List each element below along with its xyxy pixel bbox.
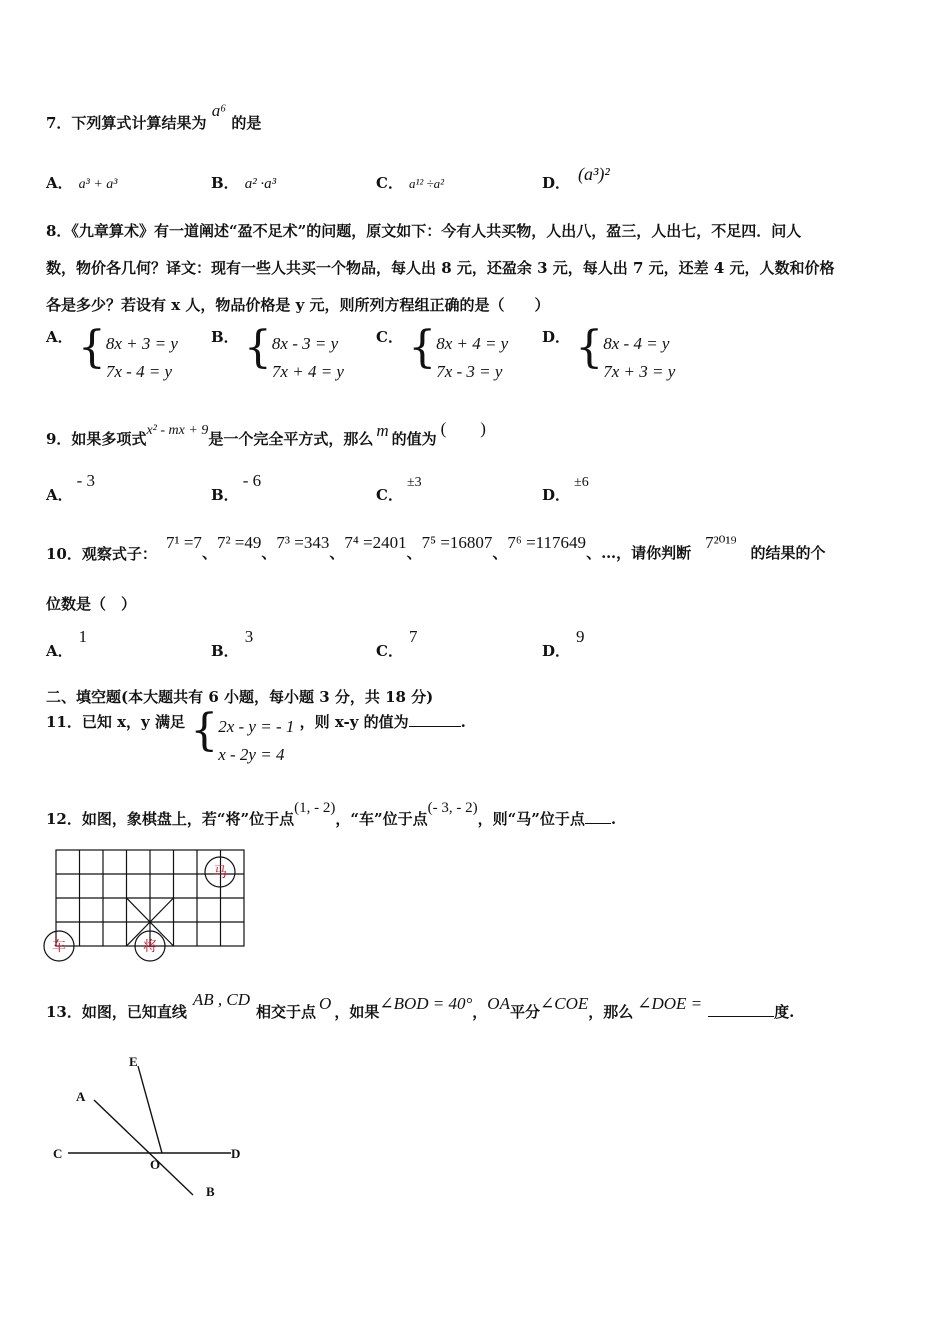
q8-line2: 数，物价各几何？译文：现有一些人共买一个物品，每人出 8 元，还盈余 3 元，每人出 7 元，还差 4 元，人数和价格 [46, 259, 835, 277]
q10-tail: 的结果的个 [750, 544, 826, 562]
brace: { [77, 322, 106, 373]
q12 [46, 800, 617, 829]
q12-point-che: (- 3, - 2) [427, 800, 478, 816]
label-o: O [150, 1157, 161, 1172]
option-label: A． [46, 642, 73, 660]
option-expr: 1 [78, 627, 88, 646]
q11-suffix: ，则 x-y 的值为 [299, 713, 409, 731]
power-expr: 7⁵ =16807 [421, 533, 493, 552]
q7-option-a[interactable] [46, 172, 117, 193]
q13 [46, 990, 795, 1022]
brace: { [575, 322, 604, 373]
option-label: D． [542, 174, 571, 192]
q7-suffix: 的是 [231, 114, 262, 132]
option-expr: a² ·a³ [244, 176, 277, 192]
equation: 7x - 4 = y [105, 362, 173, 381]
separator: 、 [329, 544, 345, 562]
q7-expr: a⁶ [211, 101, 227, 120]
separator: 、 [201, 544, 217, 562]
separator: 、 [406, 544, 422, 562]
q9-suffix: 的值为 [391, 430, 437, 448]
q13-cond: ，如果 [334, 1003, 380, 1021]
q9-option-c[interactable] [376, 470, 422, 504]
q12-point-jiang: (1, - 2) [294, 800, 336, 816]
piece-jiang: 将 [143, 939, 157, 955]
q7-stem-text: 7．下列算式计算结果为 [46, 114, 207, 132]
label-d: D [231, 1146, 241, 1161]
q13-angle-bod: ∠BOD = 40° [379, 994, 473, 1013]
q13-sep: ， [472, 1003, 488, 1021]
brace: { [408, 322, 437, 373]
power-expr: 7¹ =7 [166, 533, 202, 552]
option-label: D． [542, 486, 571, 504]
brace: { [243, 322, 272, 373]
option-expr: ±3 [406, 475, 422, 490]
q10-line2: 位数是（ ） [46, 595, 137, 613]
q12-stem: 12．如图，象棋盘上，若“将”位于点 [46, 810, 295, 828]
option-expr: a¹² ÷a² [408, 176, 445, 191]
option-label: C． [376, 328, 403, 346]
q12-suffix: ，则“马”位于点 [477, 810, 585, 828]
option-expr: a³ + a³ [78, 177, 118, 192]
option-expr: ±6 [574, 475, 589, 490]
option-label: A． [46, 328, 73, 346]
q9-var: m [376, 421, 389, 440]
q10-option-c[interactable] [376, 626, 418, 660]
label-e: E [129, 1054, 138, 1069]
equation: 8x - 4 = y [603, 334, 670, 353]
option-label: B． [211, 642, 239, 660]
option-label: D． [542, 328, 571, 346]
q7-option-b[interactable] [211, 172, 276, 193]
q8-line1: 8．《九章算术》有一道阐述“盈不足术”的问题，原文如下：今有人共买物，人出八，盈三，人出七，不足四．问人 [46, 222, 802, 240]
q7-stem [46, 101, 262, 133]
equation: 8x - 3 = y [271, 334, 339, 353]
label-c: C [53, 1146, 63, 1161]
option-label: C． [376, 486, 403, 504]
q10-powers [166, 532, 826, 562]
q13-point: O [319, 994, 332, 1013]
q8-option-c[interactable] [376, 322, 509, 386]
q9-option-d[interactable] [542, 470, 589, 504]
power-expr: 7⁴ =2401 [344, 533, 407, 552]
q13-bisect: 平分 [509, 1003, 540, 1021]
q10-option-a[interactable] [46, 626, 88, 660]
q9-stem [46, 419, 486, 449]
q8-line3: 各是多少？若设有 x 人，物品价格是 y 元，则所列方程组正确的是（ ） [46, 296, 550, 314]
q10-option-b[interactable] [211, 626, 254, 660]
line-ab [94, 1100, 193, 1195]
chessboard-figure [40, 842, 255, 970]
piece-ma: 马 [213, 865, 227, 881]
option-label: D． [542, 642, 571, 660]
q9-answer-paren: ( ) [440, 419, 486, 438]
q9-expr: x² - mx + 9 [146, 423, 209, 438]
q10-stem-text: 10．观察式子： [46, 545, 157, 563]
q8-option-d[interactable] [542, 322, 676, 386]
option-expr: - 3 [76, 471, 96, 490]
q10-ellipsis: 、…，请你判断 [586, 544, 692, 562]
power-expr: 7² =49 [216, 533, 262, 552]
equation: 7x + 4 = y [271, 362, 344, 381]
equation: 2x - y = - 1 [218, 717, 295, 736]
option-label: C． [376, 642, 403, 660]
q12-mid: ，“车”位于点 [335, 810, 428, 828]
q13-stem: 13．如图，已知直线 [46, 1003, 187, 1021]
q13-angle-coe: ∠COE [539, 994, 589, 1013]
q11-answer-blank[interactable] [409, 726, 461, 727]
option-expr: 9 [576, 627, 585, 646]
equation: 8x + 3 = y [105, 334, 178, 353]
option-label: B． [211, 486, 239, 504]
separator: 、 [261, 544, 277, 562]
q9-mid: 是一个完全平方式，那么 [208, 430, 374, 448]
q9-stem-text: 9．如果多项式 [46, 430, 147, 448]
q13-mid: 相交于点 [256, 1003, 317, 1021]
option-label: A． [46, 486, 73, 504]
q9-option-a[interactable] [46, 470, 96, 504]
q7-option-d[interactable] [542, 164, 610, 192]
power-expr: 7³ =343 [276, 533, 330, 552]
q11 [46, 705, 466, 769]
q13-then: ，那么 [588, 1003, 634, 1021]
power-expr: 7⁶ =117649 [507, 533, 587, 552]
option-label: B． [211, 174, 239, 192]
q11-stem: 11．已知 x，y 满足 [46, 713, 185, 731]
option-label: A． [46, 174, 73, 192]
q10-stem [46, 543, 157, 564]
equation: 8x + 4 = y [436, 334, 509, 353]
ray-oe [138, 1066, 162, 1153]
option-expr: 3 [244, 627, 254, 646]
equation: 7x + 3 = y [603, 362, 676, 381]
q13-answer-blank[interactable] [708, 1016, 774, 1017]
option-label: B． [211, 328, 239, 346]
q9-option-b[interactable] [211, 470, 262, 504]
option-label: C． [376, 174, 403, 192]
q10-target: 7²⁰¹⁹ [705, 533, 737, 552]
piece-che: 车 [52, 939, 66, 955]
q13-oa: OA [487, 994, 510, 1013]
section-heading-fill-in: 二、填空题(本大题共有 6 小题，每小题 3 分，共 18 分) [46, 688, 434, 706]
option-expr: 7 [408, 627, 418, 646]
q8-option-b[interactable] [211, 322, 344, 386]
equation: 7x - 3 = y [436, 362, 503, 381]
separator: 、 [492, 544, 508, 562]
q13-lines: AB , CD [192, 990, 251, 1009]
option-expr: - 6 [242, 471, 262, 490]
q13-angle-doe: ∠DOE = [637, 994, 703, 1013]
label-a: A [76, 1089, 86, 1104]
option-expr: (a³)² [578, 164, 610, 184]
q13-unit: 度. [774, 1003, 795, 1021]
intersecting-lines-figure [46, 1050, 286, 1205]
q8-option-a[interactable] [46, 322, 178, 386]
q12-end: . [610, 810, 617, 828]
q10-option-d[interactable] [542, 626, 585, 660]
equation: x - 2y = 4 [218, 745, 285, 764]
label-b: B [206, 1184, 215, 1199]
brace: { [190, 705, 219, 756]
q11-end: . [460, 713, 466, 731]
q12-answer-blank[interactable] [585, 823, 611, 824]
q7-option-c[interactable] [376, 172, 444, 193]
